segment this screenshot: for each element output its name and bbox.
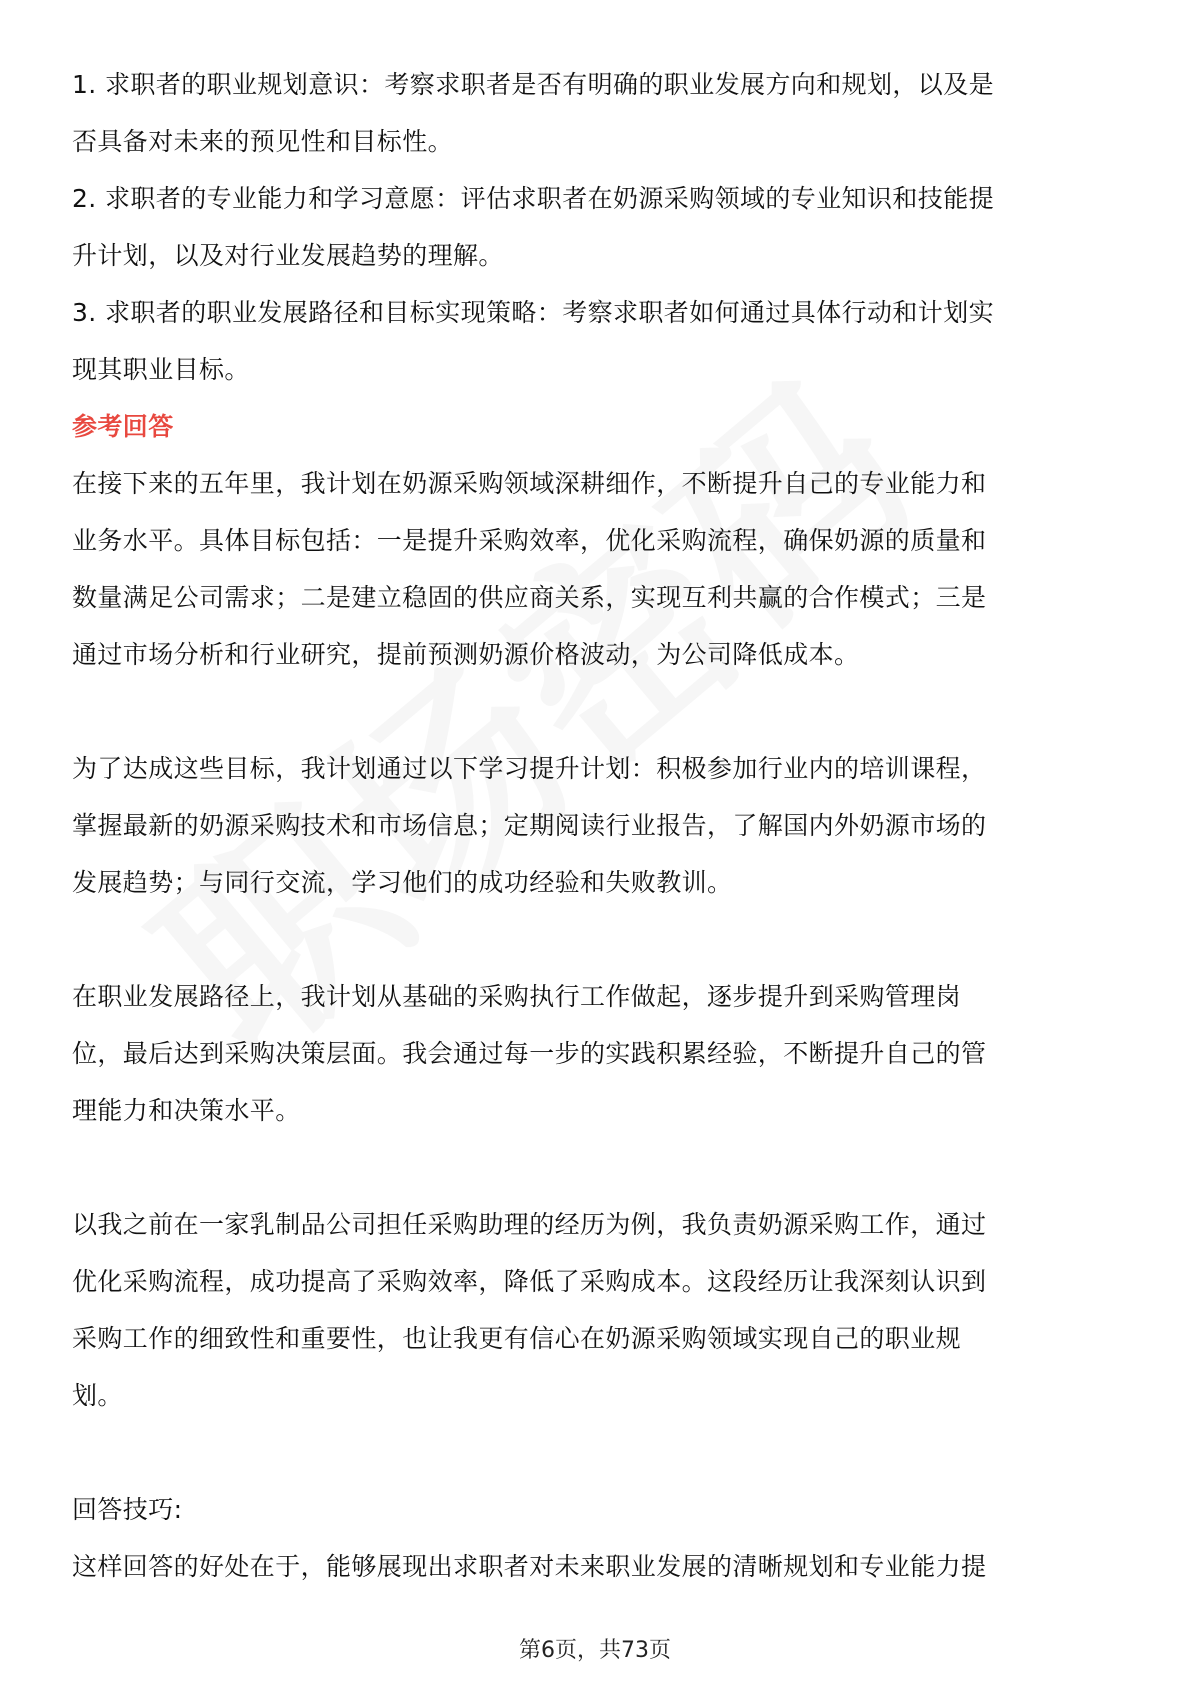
text-line: 划。 — [72, 1381, 123, 1410]
text-line: 采购工作的细致性和重要性，也让我更有信心在奶源采购领域实现自己的职业规 — [72, 1324, 962, 1353]
document-body — [72, 56, 1118, 1595]
criteria-item — [72, 56, 1118, 170]
tips-title: 回答技巧: — [72, 1495, 183, 1524]
text-line: 通过市场分析和行业研究，提前预测奶源价格波动，为公司降低成本。 — [72, 640, 860, 669]
text-line: 位，最后达到采购决策层面。我会通过每一步的实践积累经验，不断提升自己的管 — [72, 1039, 987, 1068]
text-line: 否具备对未来的预见性和目标性。 — [72, 127, 454, 156]
reference-answer-section — [72, 398, 1118, 1481]
paragraph-spacer — [72, 911, 1118, 968]
page-number: 第6页，共73页 — [519, 1638, 671, 1663]
answer-paragraph — [72, 1196, 1118, 1424]
text-line: 在职业发展路径上，我计划从基础的采购执行工作做起，逐步提升到采购管理岗 — [72, 982, 962, 1011]
paragraph-spacer — [72, 1139, 1118, 1196]
answer-paragraph — [72, 968, 1118, 1139]
criteria-list — [72, 56, 1118, 398]
text-line: 1. 求职者的职业规划意识：考察求职者是否有明确的职业发展方向和规划，以及是 — [72, 70, 995, 99]
text-line: 数量满足公司需求；二是建立稳固的供应商关系，实现互利共赢的合作模式；三是 — [72, 583, 987, 612]
criteria-item — [72, 284, 1118, 398]
text-line: 以我之前在一家乳制品公司担任采购助理的经历为例，我负责奶源采购工作，通过 — [72, 1210, 987, 1239]
tips-section — [72, 1481, 1118, 1595]
text-line: 3. 求职者的职业发展路径和目标实现策略：考察求职者如何通过具体行动和计划实 — [72, 298, 995, 327]
paragraph-spacer — [72, 1424, 1118, 1481]
text-line: 2. 求职者的专业能力和学习意愿：评估求职者在奶源采购领域的专业知识和技能提 — [72, 184, 995, 213]
text-line: 优化采购流程，成功提高了采购效率，降低了采购成本。这段经历让我深刻认识到 — [72, 1267, 987, 1296]
criteria-item — [72, 170, 1118, 284]
text-line: 为了达成这些目标，我计划通过以下学习提升计划：积极参加行业内的培训课程， — [72, 754, 987, 783]
reference-answer-title: 参考回答 — [72, 412, 174, 441]
answer-paragraph — [72, 455, 1118, 683]
text-line: 业务水平。具体目标包括：一是提升采购效率，优化采购流程，确保奶源的质量和 — [72, 526, 987, 555]
paragraph-spacer — [72, 683, 1118, 740]
text-line: 在接下来的五年里，我计划在奶源采购领域深耕细作，不断提升自己的专业能力和 — [72, 469, 987, 498]
text-line: 现其职业目标。 — [72, 355, 250, 384]
text-line: 掌握最新的奶源采购技术和市场信息；定期阅读行业报告，了解国内外奶源市场的 — [72, 811, 987, 840]
text-line: 升计划，以及对行业发展趋势的理解。 — [72, 241, 504, 270]
text-line: 理能力和决策水平。 — [72, 1096, 301, 1125]
text-line: 这样回答的好处在于，能够展现出求职者对未来职业发展的清晰规划和专业能力提 — [72, 1552, 987, 1581]
text-line: 发展趋势；与同行交流，学习他们的成功经验和失败教训。 — [72, 868, 733, 897]
answer-paragraph — [72, 740, 1118, 911]
